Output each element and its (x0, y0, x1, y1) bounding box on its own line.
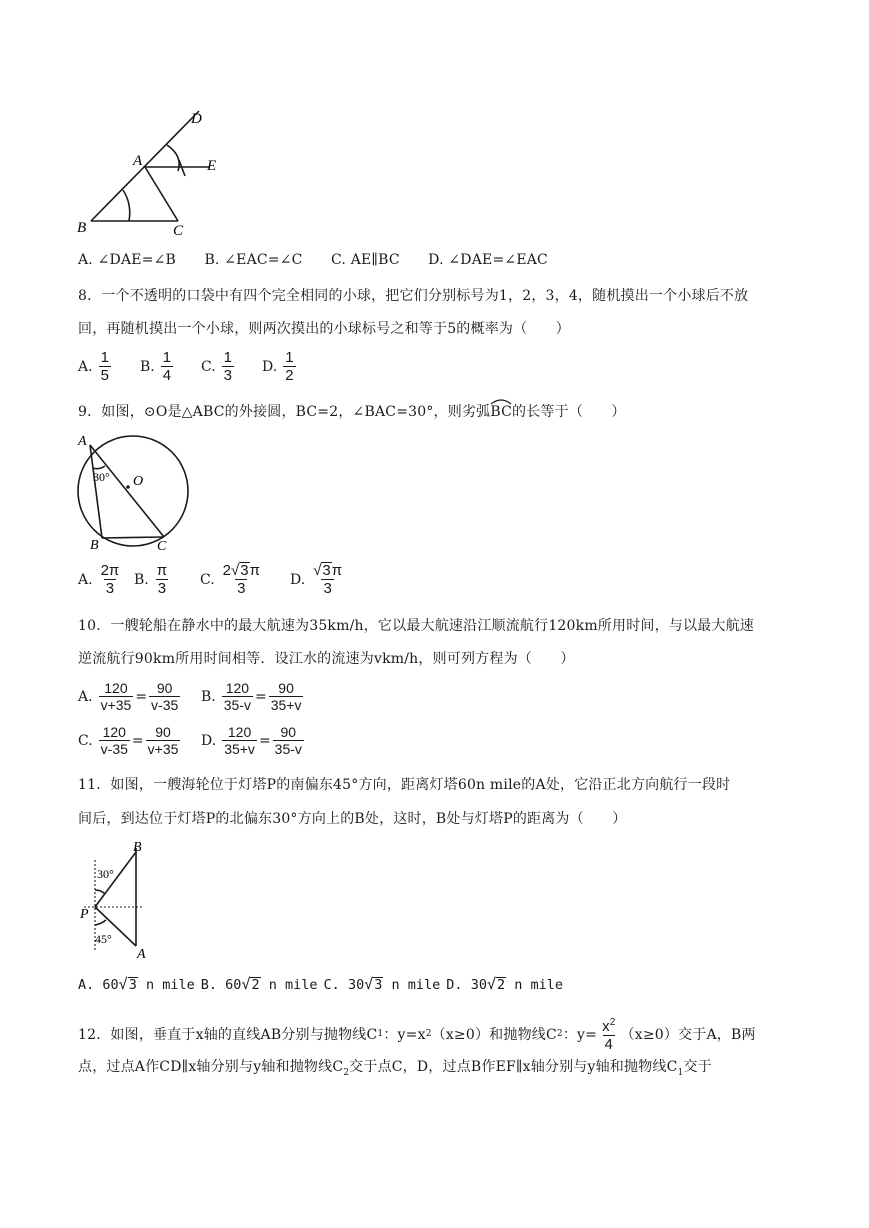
q7-figure (75, 108, 225, 236)
q9-label-angle: 30° (93, 470, 110, 484)
q12-line1: 12．如图，垂直于x轴的直线AB分别与抛物线C 1 ：y=x 2 （x≥0）和抛物线C 2 ：y= $\frac{x^2}{4}$ （x≥0）交于A，B两 (78, 1014, 756, 1053)
q8-option-b: B. 1 4 (140, 349, 172, 384)
q7-label-c: C (173, 223, 184, 236)
q8-line1: 8．一个不透明的口袋中有四个完全相同的小球，把它们分别标号为1，2，3，4，随机摸出一个小球后不放 (78, 288, 749, 304)
q11-label-b: B (133, 840, 142, 855)
q11-label-45: 45° (95, 932, 112, 946)
q11-label-p: P (80, 907, 89, 922)
q9-option-a: A. 2π 3 (78, 562, 120, 597)
q9-option-b: B. π 3 (134, 562, 168, 597)
q11-options (78, 975, 563, 993)
q7-label-b: B (77, 220, 87, 236)
q11-option-b: B. 60√2 n mile (200, 975, 318, 993)
q8-line2: 回，再随机摸出一个小球，则两次摸出的小球标号之和等于5的概率为（ ） (78, 321, 570, 337)
q8-option-c: C. 1 3 (201, 349, 233, 384)
q9-label-o: O (133, 474, 144, 489)
q12-line2: 点，过点A作CD∥x轴分别与y轴和抛物线$C_2$交于点C，D，过点B作EF∥x轴分别与y轴和抛物线$C_1$交于 (78, 1059, 712, 1078)
q9-stem: 9．如图，⊙O是△ABC的外接圆，BC=2，∠BAC=30°，则劣弧 BC的长等于（ ） (78, 398, 626, 421)
q10-line2: 逆流航行90km所用时间相等．设江水的流速为vkm/h，则可列方程为（ ） (78, 651, 575, 667)
q7-label-a: A (133, 153, 143, 169)
q11-option-d: D. 30√2 n mile (446, 975, 564, 993)
q10-option-d: D. $\frac{120}{35+v}$ = $\frac{90}{35-v}$ (201, 724, 302, 757)
q8-option-d: D. 1 2 (262, 349, 294, 384)
q9-label-c: C (157, 539, 167, 551)
q10-option-b: B. $\frac{120}{35-v}$ = $\frac{90}{35+v}$ (201, 680, 302, 713)
q12-fraction: $\frac{x^2}{4}$ (602, 1017, 616, 1053)
q11-line1: 11．如图，一艘海轮位于灯塔P的南偏东45°方向，距离灯塔60n mile的A处，它沿正北方向航行一段时 (78, 777, 731, 793)
q9-arc: BC (490, 398, 512, 420)
q11-line2: 间后，到达位于灯塔P的北偏东30°方向上的B处，这时，B处与灯塔P的距离为（ ） (78, 811, 627, 827)
q7-options: A. ∠DAE=∠B B. ∠EAC=∠C C. AE∥BC D. ∠DAE=∠EAC (78, 252, 548, 268)
q11-option-c: C. 30√3 n mile (323, 975, 441, 993)
q11-option-a: A. 60√3 n mile (78, 975, 195, 993)
q9-label-b: B (90, 538, 99, 551)
q8-option-a: A. 1 5 (78, 349, 109, 384)
q7-label-e: E (207, 158, 217, 174)
q11-label-30: 30° (97, 867, 114, 881)
q9-option-d: D. √3π 3 (290, 562, 343, 597)
q7-label-d: D (191, 111, 202, 127)
q11-label-a: A (137, 947, 146, 962)
q10-option-a: A. $\frac{120}{v+35}$ = $\frac{90}{v-35}$ (78, 680, 179, 713)
q10-line1: 10．一艘轮船在静水中的最大航速为35km/h，它以最大航速沿江顺流航行120km所用时间，与以最大航速 (78, 618, 754, 634)
q10-option-c: C. $\frac{120}{v-35}$ = $\frac{90}{v+35}$ (78, 724, 179, 757)
q9-label-a: A (78, 434, 87, 449)
q9-option-c: C. 2√3π 3 (200, 562, 260, 597)
q9-figure (75, 433, 195, 551)
q11-figure (78, 838, 168, 962)
